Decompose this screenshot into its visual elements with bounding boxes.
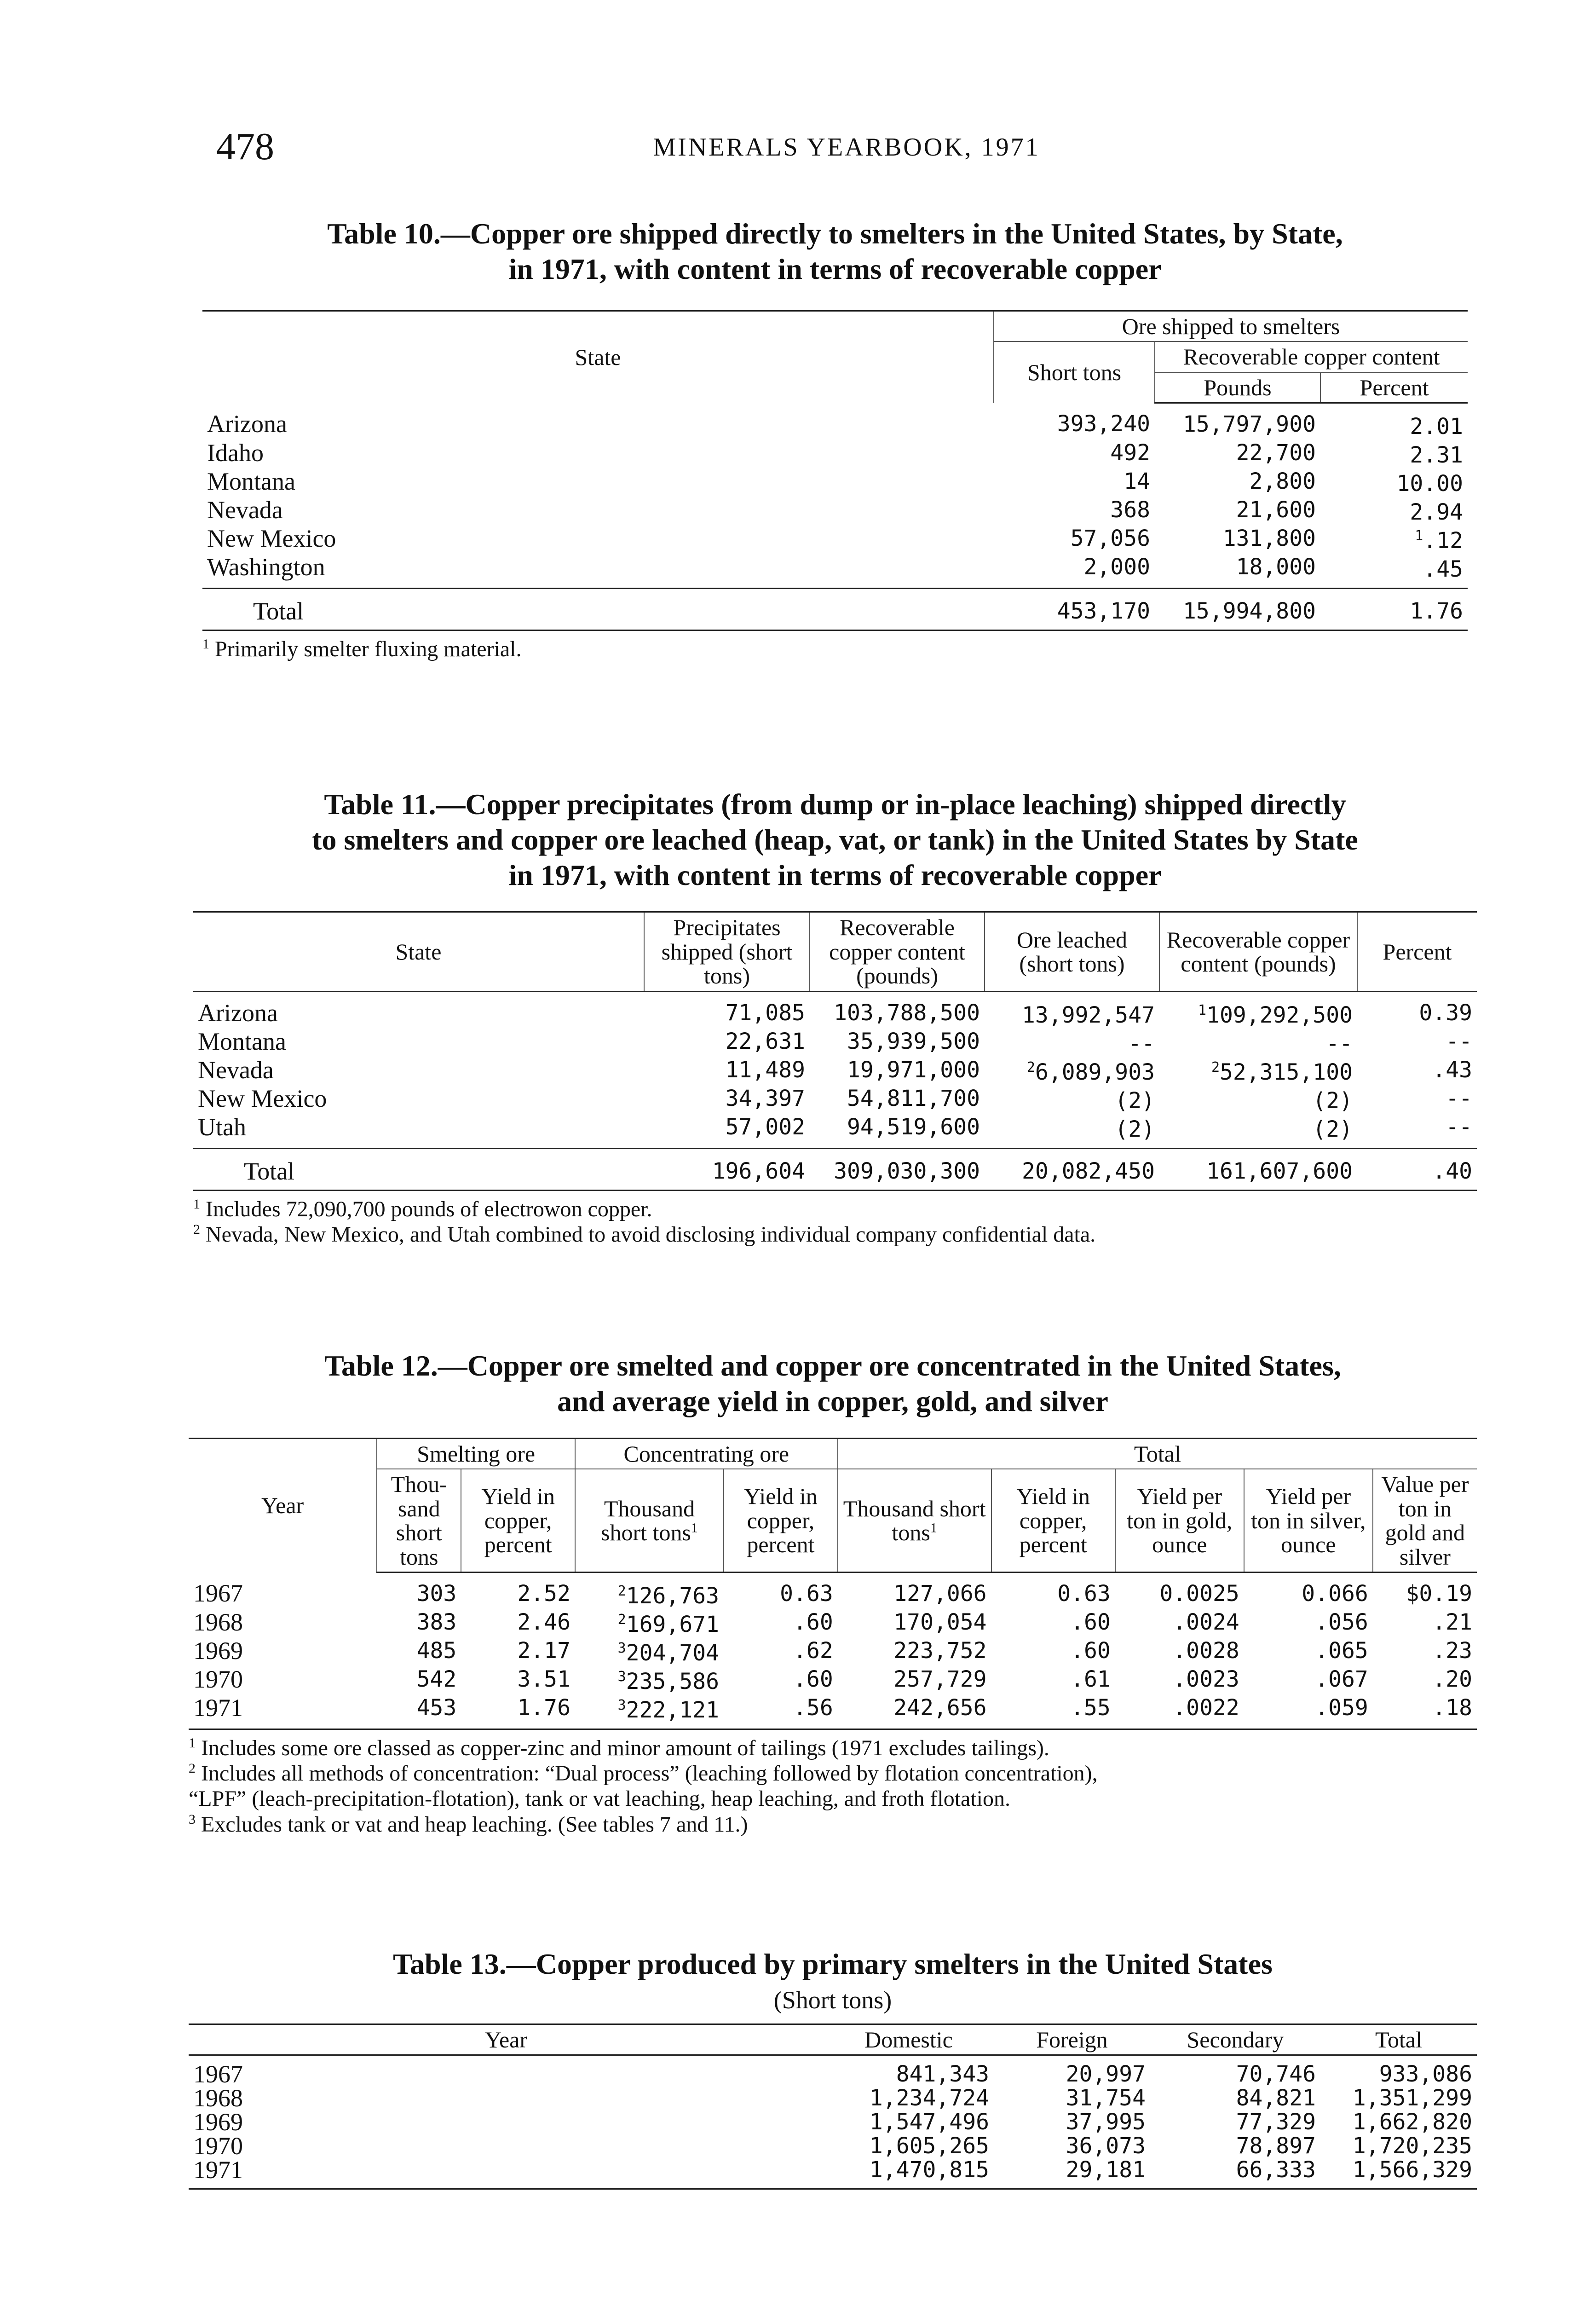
cell-precipitates: 71,085 [725,1000,805,1026]
cell-domestic: 1,234,724 [869,2085,989,2111]
caption-line: in 1971, with content in terms of recoverable copper [508,252,1162,285]
table-row [202,403,1468,439]
total-label: Total [193,1148,644,1190]
table-row [189,2134,1477,2158]
cell-recoverable-1: 94,519,600 [847,1114,980,1140]
cell-t-value: $0.19 [1406,1581,1472,1607]
footnote-ref: 3 [617,1697,626,1714]
cell-percent: -- [1446,1085,1472,1111]
footnote-text: Primarily smelter fluxing material. [215,637,522,662]
header-domestic: Domestic [824,2024,994,2055]
percent-value: 2.01 [1410,414,1463,440]
row-year: 1971 [189,1694,377,1729]
cell-pounds: 22,700 [1236,440,1316,466]
cell-total: 1,662,820 [1352,2109,1472,2135]
cell-t-silver: .067 [1315,1666,1368,1693]
cell-total: 1,720,235 [1352,2133,1472,2159]
table-row [202,439,1468,467]
caption-line: Table 12.—Copper ore smelted and copper ore concentrated in the United States, [324,1349,1341,1382]
c-tons-value: 204,704 [626,1640,720,1666]
rec2-value: 109,292,500 [1206,1002,1353,1028]
table-row [202,524,1468,553]
cell-c-yield: .56 [724,1694,838,1729]
header-year: Year [189,2024,824,2055]
cell-t-tons: 223,752 [893,1638,987,1664]
cell-pounds: 18,000 [1236,554,1316,580]
cell-total: 1,351,299 [1352,2085,1472,2111]
footnote: $^1$ Primarily smelter fluxing material. [202,636,522,662]
header-percent: Percent [1357,912,1477,992]
table-13-block [189,1947,1477,2190]
header-pounds: Pounds [1155,372,1320,403]
total-recoverable-1: 309,030,300 [810,1148,985,1190]
cell-s-tons: 485 [416,1638,457,1664]
cell-secondary: 77,329 [1236,2109,1316,2135]
table-row [189,2158,1477,2189]
cell-s-yield: 3.51 [517,1666,570,1693]
cell-s-yield: 2.17 [517,1638,570,1664]
header-secondary: Secondary [1150,2024,1320,2055]
cell-precipitates: 22,631 [725,1028,805,1054]
cell-secondary: 66,333 [1150,2158,1320,2189]
total-row [193,1148,1477,1190]
caption-line: to smelters and copper ore leached (heap, vat, or tank) in the United States by State [312,823,1358,856]
ore-value: 13,992,547 [1022,1002,1155,1028]
cell-short-tons: 57,056 [1070,526,1150,552]
footnote-ref: 3 [617,1640,626,1657]
footnote: $^3$ Excludes tank or vat and heap leaching. (See tables 7 and 11.) [189,1811,748,1837]
cell-t-value: .21 [1432,1609,1472,1636]
row-year: 1967 [193,2060,243,2088]
cell-total: 933,086 [1379,2061,1472,2087]
cell-foreign: 36,073 [1066,2133,1146,2159]
row-year: 1970 [193,1665,243,1694]
cell-domestic: 841,343 [896,2061,989,2087]
cell-ore-leached [985,1027,1159,1056]
percent-value: 2.31 [1410,442,1463,468]
header-t-yield: Yield in copper, percent [991,1469,1115,1573]
footnote-ref: 2 [1026,1059,1035,1075]
row-year: 1971 [189,2158,824,2189]
cell-foreign: 20,997 [1066,2061,1146,2087]
cell-c-yield: .62 [793,1638,833,1664]
cell-recoverable-2 [1159,1056,1357,1084]
header-recoverable-1: Recoverable copper content (pounds) [810,912,985,992]
cell-precipitates: 11,489 [725,1057,805,1083]
c-tons-value: 235,586 [626,1669,720,1695]
cell-t-gold: .0023 [1173,1666,1239,1693]
row-state: Arizona [198,999,278,1027]
cell-ore-leached [985,1084,1159,1113]
header-recoverable-2: Recoverable copper content (pounds) [1159,912,1357,992]
header-text: Thousand short tons [843,1495,986,1546]
cell-domestic: 1,470,815 [824,2158,994,2189]
cell-domestic: 1,547,496 [869,2109,989,2135]
cell-precipitates: 57,002 [725,1114,805,1140]
cell-percent [1320,439,1468,467]
caption-line: in 1971, with content in terms of recoverable copper [508,858,1162,891]
cell-percent [1320,467,1468,496]
total-percent: 1.76 [1320,589,1468,630]
table-row [189,2086,1477,2110]
cell-c-tons [575,1665,724,1694]
cell-total: 1,566,329 [1320,2158,1477,2189]
row-state: Idaho [207,439,264,467]
table-10-block [202,216,1468,662]
cell-pounds: 131,800 [1222,526,1316,552]
table-row [189,2110,1477,2134]
footnote: $^1$ Includes 72,090,700 pounds of electrowon copper. [193,1196,652,1221]
table-10 [202,310,1468,631]
footnote-text: Nevada, New Mexico, and Utah combined to avoid disclosing individual company confidential data. [206,1222,1096,1247]
row-state: Arizona [207,410,287,438]
row-year: 1970 [193,2132,243,2160]
table-row [189,2055,1477,2087]
header-smelting: Smelting ore [377,1438,575,1469]
footnote: $^2$ Nevada, New Mexico, and Utah combined to avoid disclosing individual company confidential data. [193,1222,1096,1247]
header-foreign: Foreign [994,2024,1150,2055]
row-state: Utah [198,1113,246,1141]
cell-t-silver: 0.066 [1302,1581,1368,1607]
cell-s-yield: 1.76 [461,1694,575,1729]
table-11 [193,911,1477,1191]
cell-secondary: 84,821 [1236,2085,1316,2111]
footnote-ref: 3 [617,1669,626,1685]
cell-c-tons [575,1573,724,1608]
table-row [193,991,1477,1027]
ore-value: (2) [1115,1087,1155,1114]
cell-s-tons: 383 [416,1609,457,1636]
percent-value: 10.00 [1396,471,1463,497]
header-t-value: Value per ton in gold and silver [1373,1469,1477,1573]
cell-percent: .43 [1432,1057,1472,1083]
header-concentrating: Concentrating ore [575,1438,838,1469]
table-row [193,1084,1477,1113]
cell-short-tons: 14 [1124,468,1150,495]
cell-c-yield: .60 [793,1609,833,1636]
cell-c-yield: 0.63 [780,1581,833,1607]
header-short-tons: Short tons [994,341,1155,403]
cell-short-tons: 2,000 [1083,554,1150,580]
rec2-value: (2) [1313,1087,1353,1114]
table-row [189,1694,1477,1729]
total-short-tons: 453,170 [994,589,1155,630]
header-year: Year [189,1438,377,1573]
cell-s-tons: 303 [416,1581,457,1607]
percent-value: .45 [1423,556,1463,583]
footnote-ref: 1 [1198,1002,1207,1018]
table-row [189,1608,1477,1636]
row-state: Nevada [207,496,283,524]
header-s-tons: Thou- sand short tons [377,1469,461,1573]
footnote-text: “LPF” (leach-precipitation-flotation), tank or vat leaching, heap leaching, and froth flotation. [189,1786,1011,1811]
total-label: Total [202,589,994,630]
percent-value: .12 [1423,528,1463,554]
table-row [193,1056,1477,1084]
header-text: Thousand short tons [601,1495,695,1546]
cell-t-silver: .065 [1315,1638,1368,1664]
cell-c-tons [575,1636,724,1665]
cell-t-yield: .60 [1071,1638,1111,1664]
cell-s-tons: 542 [416,1666,457,1693]
cell-percent: -- [1446,1028,1472,1054]
total-ore-leached: 20,082,450 [985,1148,1159,1190]
footnote-ref: 2 [617,1612,626,1628]
cell-recoverable-2 [1159,1084,1357,1113]
table-row [189,1573,1477,1608]
caption-line: Table 11.—Copper precipitates (from dump or in-place leaching) shipped directly [324,788,1346,821]
table-row [189,1665,1477,1694]
cell-domestic: 1,605,265 [869,2133,989,2159]
cell-precipitates: 34,397 [725,1085,805,1111]
cell-short-tons: 393,240 [1057,411,1150,437]
page-header [216,124,1477,175]
cell-pounds: 21,600 [1236,497,1316,523]
table-13-subcaption: (Short tons) [773,1986,892,2014]
footnote-text: Includes 72,090,700 pounds of electrowon copper. [206,1197,652,1221]
cell-t-value: .18 [1373,1694,1477,1729]
header-t-gold: Yield per ton in gold, ounce [1115,1469,1244,1573]
header-percent: Percent [1320,372,1468,403]
table-row [202,496,1468,524]
cell-t-value: .20 [1432,1666,1472,1693]
header-s-yield: Yield in copper, percent [461,1469,575,1573]
cell-ore-leached [985,1113,1159,1149]
table-row [193,1027,1477,1056]
page-number: 478 [216,125,274,168]
row-year: 1969 [193,2108,243,2136]
cell-t-tons: 127,066 [893,1581,987,1607]
ore-value: (2) [1115,1116,1155,1142]
row-state: Montana [198,1027,286,1055]
table-11-block [193,787,1477,1247]
cell-t-gold: .0028 [1173,1638,1239,1664]
cell-t-tons: 170,054 [893,1609,987,1636]
c-tons-value: 126,763 [626,1583,720,1609]
table-row [202,467,1468,496]
cell-t-silver: .059 [1244,1694,1373,1729]
cell-t-gold: .0024 [1173,1609,1239,1636]
cell-ore-leached [985,991,1159,1027]
cell-foreign: 37,995 [1066,2109,1146,2135]
cell-t-tons: 242,656 [838,1694,991,1729]
header-c-tons: Thousand short tons$^1$ [575,1469,724,1573]
cell-t-yield: .60 [1071,1609,1111,1636]
row-year: 1969 [193,1637,243,1665]
cell-recoverable-1: 54,811,700 [847,1085,980,1111]
cell-percent [1320,553,1468,589]
cell-percent: -- [1446,1114,1472,1140]
table-12-caption [189,1348,1477,1419]
footnote: $^1$ Includes some ore classed as copper-zinc and minor amount of tailings (1971 excludes tailings). [189,1735,1049,1761]
header-state: State [193,912,644,992]
table-12-footnotes [189,1735,1477,1837]
row-year: 1968 [193,1608,243,1636]
header-total: Total [838,1438,1477,1469]
footnote-text: Excludes tank or vat and heap leaching. (See tables 7 and 11.) [201,1812,748,1837]
cell-c-tons [575,1608,724,1636]
c-tons-value: 169,671 [626,1612,720,1638]
cell-c-yield: .60 [793,1666,833,1693]
total-percent: .40 [1357,1148,1477,1190]
cell-short-tons: 492 [1110,440,1150,466]
table-12-block [189,1348,1477,1837]
table-13-caption: Table 13.—Copper produced by primary smelters in the United States [393,1948,1273,1980]
header-state: State [202,311,994,403]
cell-t-gold: 0.0025 [1159,1581,1239,1607]
cell-recoverable-2 [1159,991,1357,1027]
header-t-tons: Thousand short tons$^1$ [838,1469,991,1573]
total-row [202,589,1468,630]
c-tons-value: 222,121 [626,1697,720,1723]
cell-s-yield: 2.52 [517,1581,570,1607]
table-11-caption [193,787,1477,893]
row-year: 1967 [193,1579,243,1607]
cell-pounds: 15,797,900 [1183,411,1316,438]
running-title: MINERALS YEARBOOK, 1971 [653,133,1040,162]
cell-t-yield: .55 [991,1694,1115,1729]
cell-t-silver: .056 [1315,1609,1368,1636]
footnote [189,1786,1477,1811]
cell-pounds: 2,800 [1249,468,1316,495]
table-12 [189,1438,1477,1730]
table-row [202,553,1468,589]
row-state: New Mexico [207,525,336,553]
table-10-footnotes [202,636,1468,662]
cell-recoverable-1: 35,939,500 [847,1028,980,1054]
total-precipitates: 196,604 [644,1148,810,1190]
cell-recoverable-2 [1159,1027,1357,1056]
cell-t-value: .23 [1432,1638,1472,1664]
table-11-footnotes [193,1197,1477,1247]
total-recoverable-2: 161,607,600 [1159,1148,1357,1190]
caption-line: Table 10.—Copper ore shipped directly to smelters in the United States, by State, [327,217,1343,250]
cell-s-yield: 2.46 [517,1609,570,1636]
header-c-yield: Yield in copper, percent [724,1469,838,1573]
cell-t-gold: .0022 [1115,1694,1244,1729]
table-row [189,1636,1477,1665]
cell-percent [1320,496,1468,524]
row-state: Washington [207,553,325,581]
header-t-silver: Yield per ton in silver, ounce [1244,1469,1373,1573]
ore-value: -- [1128,1030,1155,1057]
footnote-text: Includes some ore classed as copper-zinc and minor amount of tailings (1971 excludes tailings). [201,1736,1049,1761]
footnote: $^2$ Includes all methods of concentration: “Dual process” (leaching followed by flotation concentration), [189,1761,1098,1786]
rec2-value: 52,315,100 [1220,1059,1353,1085]
cell-percent [1320,403,1468,439]
cell-t-yield: 0.63 [1057,1581,1111,1607]
cell-s-tons: 453 [377,1694,461,1729]
rec2-value: (2) [1313,1116,1353,1142]
table-row [193,1113,1477,1149]
footnote-text: Includes all methods of concentration: “Dual process” (leaching followed by flotation concentration), [201,1761,1098,1786]
rec2-value: -- [1326,1030,1353,1057]
cell-ore-leached [985,1056,1159,1084]
cell-secondary: 78,897 [1236,2133,1316,2159]
cell-secondary: 70,746 [1236,2061,1316,2087]
cell-recoverable-2 [1159,1113,1357,1149]
header-total: Total [1320,2024,1477,2055]
row-state: New Mexico [198,1084,327,1112]
cell-t-tons: 257,729 [893,1666,987,1693]
cell-short-tons: 368 [1110,497,1150,523]
caption-line: and average yield in copper, gold, and silver [557,1384,1108,1417]
row-state: Nevada [198,1056,274,1084]
footnote-ref: 2 [617,1583,626,1600]
header-precipitates: Precipitates shipped (short tons) [644,912,810,992]
header-ore-leached: Ore leached (short tons) [985,912,1159,992]
row-state: Montana [207,468,295,496]
cell-percent: 0.39 [1419,1000,1472,1026]
cell-foreign: 29,181 [994,2158,1150,2189]
total-pounds: 15,994,800 [1155,589,1320,630]
row-year: 1968 [193,2084,243,2112]
ore-value: 6,089,903 [1035,1059,1155,1085]
cell-foreign: 31,754 [1066,2085,1146,2111]
percent-value: 2.94 [1410,499,1463,526]
cell-percent [1320,524,1468,553]
cell-t-yield: .61 [1071,1666,1111,1693]
footnote-ref: 2 [1211,1059,1220,1075]
header-recoverable: Recoverable copper content [1155,341,1468,372]
cell-recoverable-1: 103,788,500 [834,1000,980,1026]
cell-c-tons [575,1694,724,1729]
table-13 [189,2023,1477,2190]
header-ore-shipped: Ore shipped to smelters [994,311,1468,341]
table-10-caption [202,216,1468,287]
footnote-ref: 1 [1415,528,1423,544]
cell-recoverable-1: 19,971,000 [847,1057,980,1083]
